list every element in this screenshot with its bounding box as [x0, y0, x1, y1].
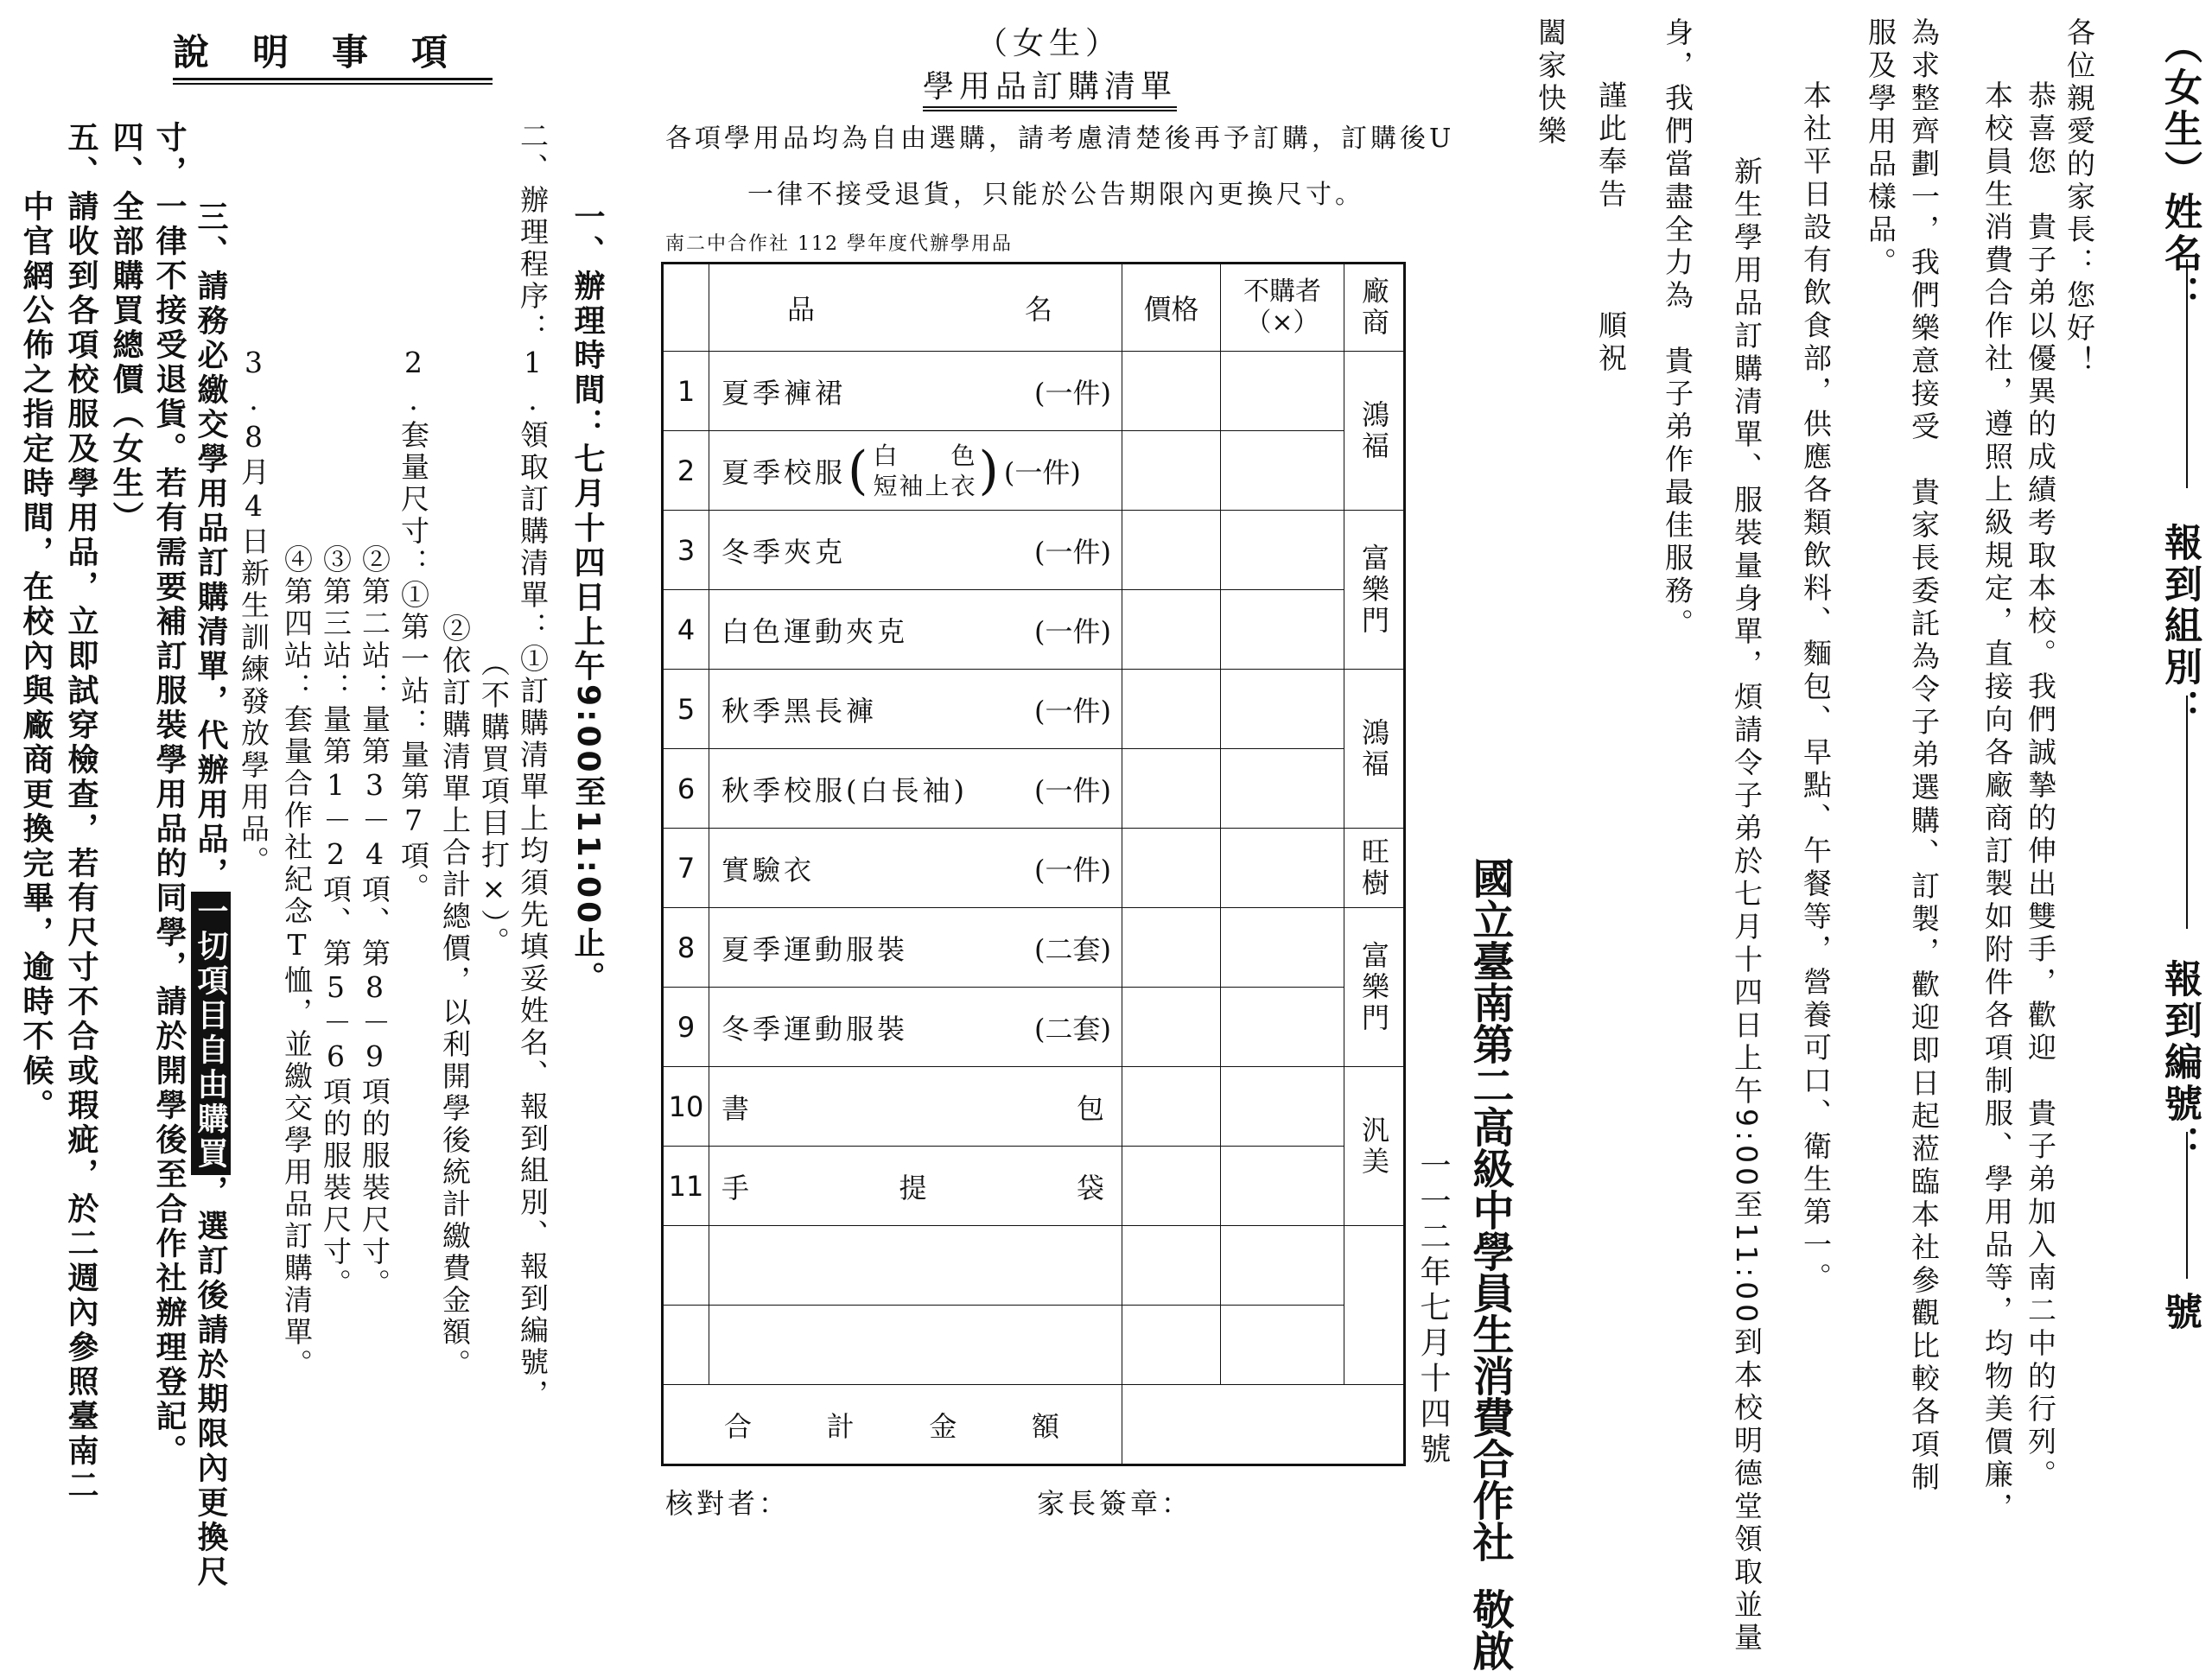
table-row: 5 秋季黑長褲 (一件) 鴻福	[663, 670, 1405, 749]
price-cell[interactable]	[1122, 1226, 1221, 1306]
header-nobuy: 不購者（×）	[1221, 264, 1344, 352]
vendor-cell: 鴻福	[1344, 352, 1405, 511]
header-vendor: 廠商	[1344, 264, 1405, 352]
price-cell[interactable]	[1122, 352, 1221, 431]
total-row	[663, 1385, 1405, 1465]
total-label: 合 計 金 額	[663, 1385, 1122, 1465]
note-item-5-b: 中官網公佈之指定時間，在校內與廠商更換完畢，逾時不候。	[18, 190, 54, 1123]
letter-col-6: 本社平日設有飲食部，供應各類飲料、麵包、早點、午餐等，營養可口、衛生第一。	[1799, 48, 1833, 1295]
note-item-2-step-3: 3.8月4日新生訓練發放學用品。	[237, 346, 270, 878]
org-name: 國立臺南第二高級中學員生消費合作社敬啟	[1465, 857, 1514, 1671]
price-cell[interactable]	[1122, 988, 1221, 1067]
vendor-cell: 旺樹	[1344, 829, 1405, 908]
total-amount-cell[interactable]	[1122, 1385, 1405, 1465]
table-row: 6 秋季校服(白長袖) (一件)	[663, 749, 1405, 829]
nobuy-cell[interactable]	[1221, 1306, 1344, 1385]
table-row: 7 實驗衣 (一件) 旺樹	[663, 829, 1405, 908]
free-purchase-badge: 一切項目自由購買	[191, 892, 231, 1175]
form-number-suffix: 號	[2158, 1292, 2202, 1333]
price-cell[interactable]	[1122, 908, 1221, 988]
order-table-header	[663, 264, 1405, 352]
price-cell[interactable]	[1122, 590, 1221, 670]
note-item-4: 四、全部購買總價（女生）	[108, 121, 144, 536]
table-row: 11 手 提 袋	[663, 1147, 1405, 1226]
letter-col-8: 身，我們當盡全力為 貴子弟作最佳服務。	[1661, 17, 1694, 641]
note-item-3-a	[195, 121, 257, 1590]
letter-col-7: 新生學用品訂購清單、服裝量身單，煩請令子弟於七月十四日上午9:00至11:00到本校明德堂領取並量	[1730, 124, 1764, 1655]
vendor-cell: 富樂門	[1344, 511, 1405, 670]
vendor-cell: 汎美	[1344, 1067, 1405, 1226]
note-item-5-a: 五、請收到各項校服及學用品，立即試穿檢查，若有尺寸不合或瑕疵，於二週內參照臺南二	[63, 121, 99, 1503]
note-item-2-step-2-d: ④第四站：套量合作社紀念T恤，並繳交學用品訂購清單。	[280, 544, 314, 1381]
name-field-line[interactable]	[2186, 259, 2188, 488]
price-cell[interactable]	[1122, 431, 1221, 511]
vendor-cell: 鴻福	[1344, 670, 1405, 829]
price-cell[interactable]	[1122, 1067, 1221, 1147]
price-cell[interactable]	[1122, 1147, 1221, 1226]
letter-col-5: 服及學用品樣品。	[1864, 17, 1897, 280]
table-row: 4 白色運動夾克 (一件)	[663, 590, 1405, 670]
price-cell[interactable]	[1122, 829, 1221, 908]
group-field-line[interactable]	[2186, 696, 2188, 929]
price-cell[interactable]	[1122, 511, 1221, 590]
nobuy-cell[interactable]	[1221, 829, 1344, 908]
order-notice-line-2: 一律不接受退貨，只能於公告期限內更換尺寸。	[747, 180, 1364, 210]
letter-date: 一一二年七月十四號	[1415, 1149, 1451, 1468]
form-number-label: 報到編號：	[2158, 959, 2202, 1166]
price-cell[interactable]	[1122, 1306, 1221, 1385]
nobuy-cell[interactable]	[1221, 431, 1344, 511]
letter-col-2: 恭喜您 貴子弟以優異的成績考取本校。我們誠摯的伸出雙手，歡迎 貴子弟加入南二中的行列。	[2024, 48, 2057, 1492]
note-item-2-step-1-note: （不購買項目打×）。	[477, 648, 511, 959]
letter-greeting: 各位親愛的家長：您好！	[2063, 17, 2096, 378]
note-item-2-step-1: 1.領取訂購清單：①訂購清單上均須先填妥姓名、報到組別、報到編號，	[516, 346, 550, 1411]
org-sign: 敬啟	[1465, 1588, 1514, 1671]
parent-sign-label: 家長簽章：	[1037, 1487, 1193, 1520]
letter-col-3: 本校員生消費合作社，遵照上級規定，直接向各廠商訂製如附件各項制服、學用品等，均物美價廉，	[1980, 48, 2014, 1525]
nobuy-cell[interactable]	[1221, 352, 1344, 431]
notes-title: 說明事項	[173, 24, 493, 80]
note-item-2-step-1-b: ②依訂購清單上合計總價，以利開學後統計繳費金額。	[438, 613, 472, 1381]
nobuy-cell[interactable]	[1221, 590, 1344, 670]
order-table	[661, 262, 1406, 1466]
note-item-3-c: 寸，一律不接受退貨。若有需要補訂服裝學用品的同學，請於開學後至合作社辦理登記。	[151, 121, 188, 1469]
checker-label: 核對者：	[665, 1487, 791, 1520]
table-row: 9 冬季運動服裝 (二套)	[663, 988, 1405, 1067]
table-row-empty	[663, 1226, 1405, 1306]
note-item-2-step-2-b: ②第二站：量第3－4項、第8－9項的服裝尺寸。	[358, 544, 391, 1300]
form-group-label: 報到組別：	[2158, 523, 2202, 730]
table-row: 2 夏季校服 ( 白 色 短袖上衣 ) (一件)	[663, 431, 1405, 511]
nobuy-cell[interactable]	[1221, 1226, 1344, 1306]
table-row: 3 冬季夾克 (一件) 富樂門	[663, 511, 1405, 590]
letter-col-4: 為求整齊劃一，我們樂意接受 貴家長委託為令子弟選購、訂製，歡迎即日起蒞臨本社參觀比較各項制	[1907, 17, 1941, 1495]
note-item-1-tail: 止。	[569, 926, 606, 996]
price-cell[interactable]	[1122, 749, 1221, 829]
nobuy-cell[interactable]	[1221, 511, 1344, 590]
nobuy-cell[interactable]	[1221, 988, 1344, 1067]
table-row: 10 書 包 汎美	[663, 1067, 1405, 1147]
table-row: 1 夏季褲裙 (一件) 鴻福	[663, 352, 1405, 431]
nobuy-cell[interactable]	[1221, 1067, 1344, 1147]
nobuy-cell[interactable]	[1221, 1147, 1344, 1226]
header-price: 價格	[1122, 264, 1221, 352]
nobuy-cell[interactable]	[1221, 670, 1344, 749]
order-notice-line-1: 各項學用品均為自由選購，請考慮清楚後再予訂購，訂購後U	[665, 124, 1455, 154]
note-item-3-text-b: ，選訂後請於期限內更換尺	[193, 1175, 229, 1590]
header-no	[663, 264, 709, 352]
note-item-1-head: 一、辦理時間：七月十四日上午	[569, 200, 606, 684]
note-item-1	[569, 121, 634, 996]
price-cell[interactable]	[1122, 670, 1221, 749]
header-name: 品 名	[709, 264, 1122, 352]
vendor-cell: 富樂門	[1344, 908, 1405, 1067]
note-item-2-step-2: 2.套量尺寸：①第一站：量第7項。	[397, 346, 430, 905]
number-field-line[interactable]	[2186, 1132, 2188, 1279]
letter-col-9: 謹此奉告 順祝	[1594, 48, 1628, 376]
note-item-2-step-2-c: ③第三站：量第1－2項、第5－6項的服裝尺寸。	[319, 544, 353, 1300]
table-row: 8 夏季運動服裝 (二套) 富樂門	[663, 908, 1405, 988]
nobuy-cell[interactable]	[1221, 749, 1344, 829]
letter-col-10: 闔家快樂	[1534, 17, 1567, 149]
table-row-empty	[663, 1306, 1405, 1385]
order-caption: 南二中合作社 112 學年度代辦學用品	[665, 233, 1013, 255]
form-name-label: （女生）姓名：	[2158, 26, 2202, 316]
note-item-2-head: 二、辦理程序：	[516, 121, 550, 345]
note-item-1-time: 9:00至11:00	[570, 684, 606, 927]
order-title: 學用品訂購清單	[923, 62, 1177, 108]
note-item-3-text: 三、請務必繳交學用品訂購清單，代辦用品，	[193, 200, 229, 892]
gender-label: （女生）	[976, 26, 1122, 61]
nobuy-cell[interactable]	[1221, 908, 1344, 988]
